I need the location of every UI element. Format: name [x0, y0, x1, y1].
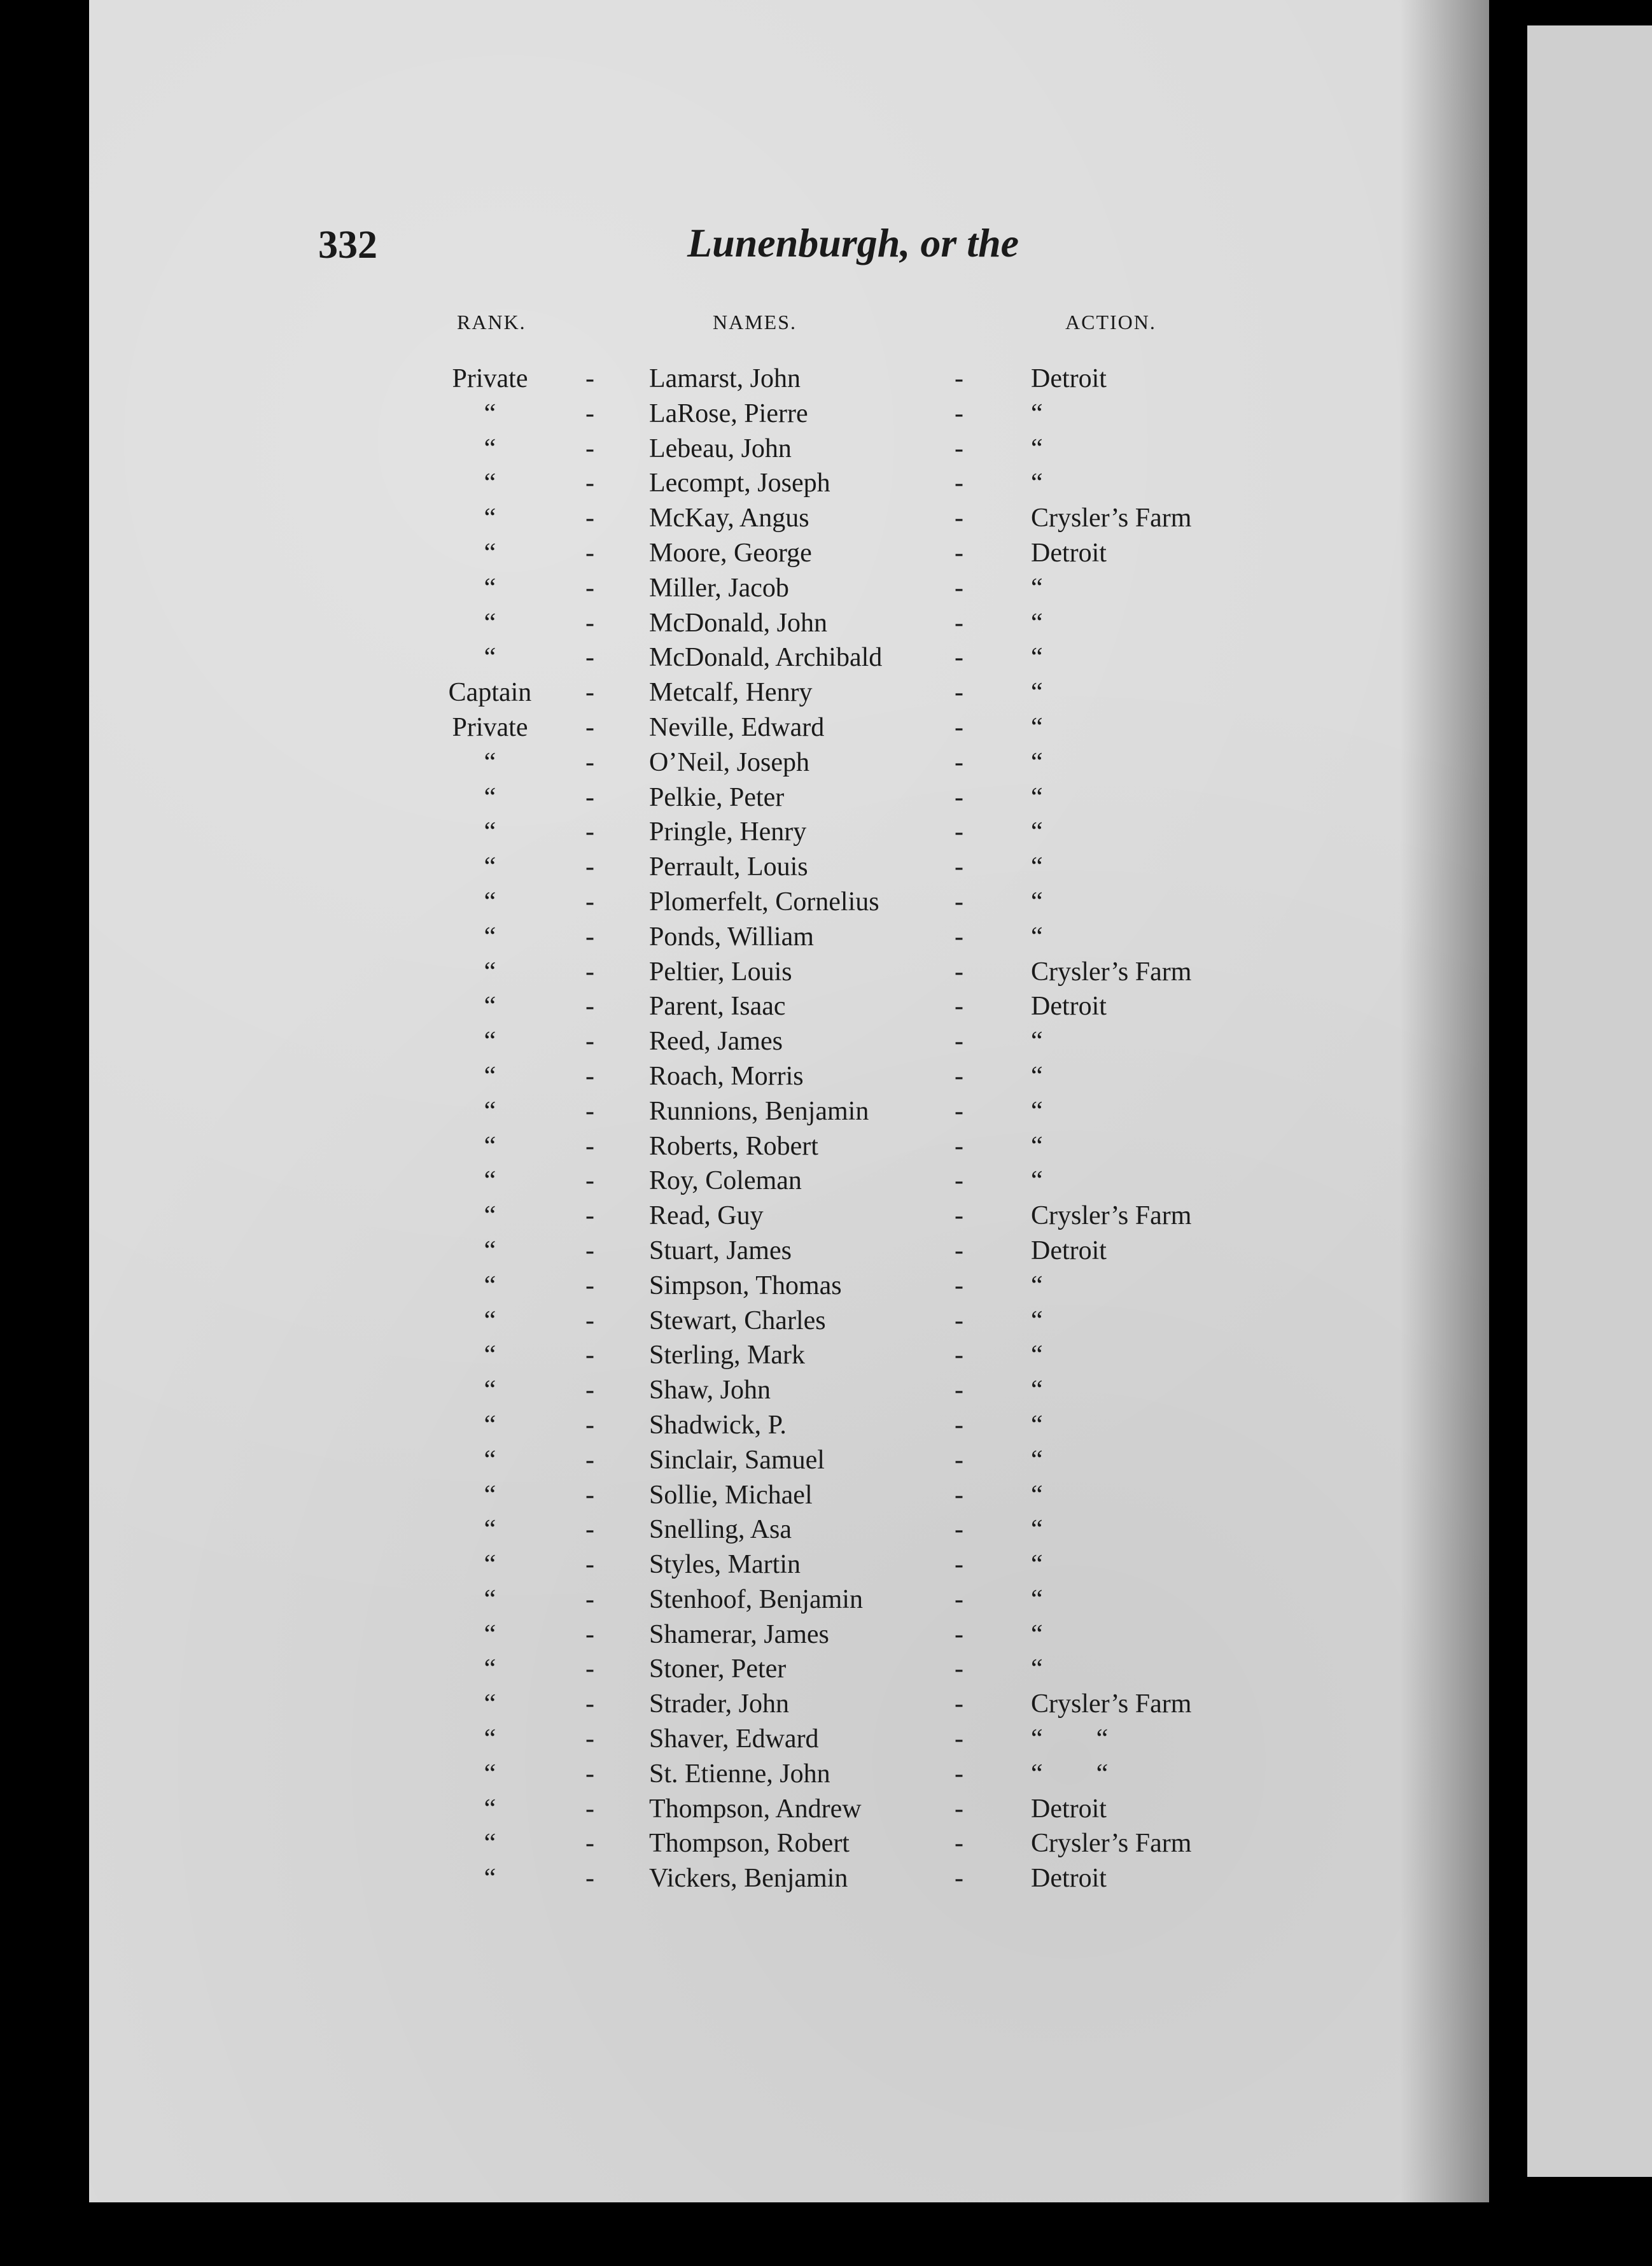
- rank-cell: “: [484, 1166, 496, 1196]
- rank-cell: “: [484, 1235, 496, 1265]
- action-cell: Crysler’s Farm: [1031, 1829, 1192, 1859]
- separator-dash: -: [585, 678, 594, 708]
- table-row: [89, 1582, 1489, 1617]
- rank-cell: “: [484, 852, 496, 882]
- action-cell: Detroit: [1031, 992, 1107, 1022]
- action-cell: “: [1031, 678, 1043, 708]
- separator-dash: -: [955, 364, 963, 393]
- rank-cell: “: [484, 608, 496, 638]
- rank-cell: “: [484, 1550, 496, 1580]
- table-row: [89, 1826, 1489, 1861]
- separator-dash: -: [955, 1654, 963, 1684]
- rank-cell: “: [484, 1445, 496, 1475]
- name-cell: LaRose, Pierre: [649, 398, 808, 428]
- separator-dash: -: [955, 782, 963, 812]
- separator-dash: -: [955, 503, 963, 533]
- action-cell: “: [1031, 1480, 1043, 1510]
- name-cell: Strader, John: [649, 1689, 789, 1719]
- table-row: [89, 397, 1489, 432]
- rank-cell: “: [484, 1305, 496, 1335]
- rank-cell: “: [484, 1061, 496, 1091]
- action-cell: “: [1031, 1305, 1043, 1335]
- table-row: [89, 1338, 1489, 1373]
- name-cell: Ponds, William: [649, 922, 814, 952]
- name-cell: McKay, Angus: [649, 503, 809, 533]
- name-cell: Metcalf, Henry: [649, 678, 813, 708]
- separator-dash: -: [955, 1759, 963, 1789]
- separator-dash: -: [955, 398, 963, 428]
- separator-dash: -: [955, 887, 963, 917]
- name-cell: Pelkie, Peter: [649, 782, 785, 812]
- rank-cell: “: [484, 747, 496, 777]
- separator-dash: -: [585, 1201, 594, 1231]
- table-row: [89, 1304, 1489, 1339]
- separator-dash: -: [585, 782, 594, 812]
- table-row: [89, 1373, 1489, 1408]
- separator-dash: -: [585, 1584, 594, 1614]
- name-cell: Moore, George: [649, 538, 812, 568]
- table-row: [89, 780, 1489, 815]
- action-cell: “ “: [1031, 1759, 1109, 1789]
- separator-dash: -: [955, 852, 963, 882]
- name-cell: Neville, Edward: [649, 712, 825, 742]
- action-cell: “: [1031, 712, 1043, 742]
- rank-cell: “: [484, 1376, 496, 1405]
- name-cell: Runnions, Benjamin: [649, 1096, 869, 1126]
- name-cell: Lebeau, John: [649, 433, 792, 463]
- separator-dash: -: [955, 817, 963, 847]
- action-cell: “: [1031, 643, 1043, 673]
- separator-dash: -: [955, 1027, 963, 1057]
- separator-dash: -: [585, 1166, 594, 1196]
- separator-dash: -: [585, 957, 594, 987]
- separator-dash: -: [955, 1480, 963, 1510]
- separator-dash: -: [585, 1027, 594, 1057]
- name-cell: St. Etienne, John: [649, 1759, 830, 1789]
- book-page: [89, 0, 1489, 2202]
- rank-cell: “: [484, 992, 496, 1022]
- table-row: [89, 1024, 1489, 1059]
- rank-cell: Captain: [448, 678, 532, 708]
- table-row: [89, 885, 1489, 920]
- separator-dash: -: [585, 1376, 594, 1405]
- action-cell: Detroit: [1031, 1864, 1107, 1894]
- table-row: [89, 989, 1489, 1024]
- action-cell: “: [1031, 1619, 1043, 1649]
- action-cell: “: [1031, 1096, 1043, 1126]
- separator-dash: -: [955, 678, 963, 708]
- name-cell: Pringle, Henry: [649, 817, 807, 847]
- separator-dash: -: [955, 433, 963, 463]
- action-cell: “: [1031, 817, 1043, 847]
- action-cell: “: [1031, 1515, 1043, 1545]
- name-cell: Sinclair, Samuel: [649, 1445, 825, 1475]
- action-cell: “: [1031, 1550, 1043, 1580]
- rank-cell: “: [484, 1794, 496, 1824]
- rank-cell: “: [484, 1724, 496, 1754]
- separator-dash: -: [585, 1829, 594, 1859]
- separator-dash: -: [955, 992, 963, 1022]
- separator-dash: -: [955, 957, 963, 987]
- table-row: [89, 955, 1489, 990]
- separator-dash: -: [585, 712, 594, 742]
- table-row: [89, 640, 1489, 675]
- separator-dash: -: [955, 1235, 963, 1265]
- action-cell: Detroit: [1031, 538, 1107, 568]
- rank-cell: “: [484, 1759, 496, 1789]
- separator-dash: -: [585, 1515, 594, 1545]
- rank-cell: “: [484, 922, 496, 952]
- separator-dash: -: [585, 1724, 594, 1754]
- name-cell: O’Neil, Joseph: [649, 747, 809, 777]
- separator-dash: -: [955, 1550, 963, 1580]
- name-cell: Snelling, Asa: [649, 1515, 792, 1545]
- table-row: [89, 536, 1489, 571]
- separator-dash: -: [955, 1341, 963, 1370]
- separator-dash: -: [585, 1305, 594, 1335]
- table-row: [89, 606, 1489, 641]
- table-row: [89, 1792, 1489, 1827]
- separator-dash: -: [955, 1584, 963, 1614]
- action-cell: “: [1031, 1166, 1043, 1196]
- rank-cell: “: [484, 398, 496, 428]
- separator-dash: -: [955, 1619, 963, 1649]
- action-cell: Detroit: [1031, 1794, 1107, 1824]
- action-cell: “: [1031, 1061, 1043, 1091]
- separator-dash: -: [585, 643, 594, 673]
- name-cell: Parent, Isaac: [649, 992, 786, 1022]
- rank-cell: “: [484, 573, 496, 603]
- action-cell: “: [1031, 1131, 1043, 1161]
- separator-dash: -: [585, 1619, 594, 1649]
- separator-dash: -: [585, 433, 594, 463]
- rank-cell: “: [484, 1270, 496, 1300]
- action-cell: “: [1031, 1445, 1043, 1475]
- table-row: [89, 1269, 1489, 1304]
- table-row: [89, 1164, 1489, 1199]
- rank-cell: “: [484, 643, 496, 673]
- separator-dash: -: [585, 398, 594, 428]
- rank-cell: “: [484, 782, 496, 812]
- separator-dash: -: [585, 887, 594, 917]
- name-cell: Lamarst, John: [649, 364, 801, 393]
- action-cell: Crysler’s Farm: [1031, 1689, 1192, 1719]
- separator-dash: -: [955, 747, 963, 777]
- separator-dash: -: [955, 1829, 963, 1859]
- name-cell: Perrault, Louis: [649, 852, 808, 882]
- table-row: [89, 1861, 1489, 1896]
- table-row: [89, 850, 1489, 885]
- action-cell: “: [1031, 433, 1043, 463]
- action-cell: “: [1031, 1027, 1043, 1057]
- action-cell: “: [1031, 1270, 1043, 1300]
- table-row: [89, 1652, 1489, 1687]
- table-row: [89, 1478, 1489, 1513]
- rank-cell: “: [484, 1027, 496, 1057]
- name-cell: Simpson, Thomas: [649, 1270, 842, 1300]
- action-cell: “: [1031, 1376, 1043, 1405]
- separator-dash: -: [585, 747, 594, 777]
- separator-dash: -: [585, 1689, 594, 1719]
- table-row: [89, 1129, 1489, 1164]
- table-row: [89, 1547, 1489, 1582]
- rank-cell: “: [484, 817, 496, 847]
- name-cell: Shamerar, James: [649, 1619, 829, 1649]
- separator-dash: -: [585, 573, 594, 603]
- table-row: [89, 745, 1489, 780]
- action-cell: “ “: [1031, 1724, 1109, 1754]
- action-cell: “: [1031, 922, 1043, 952]
- separator-dash: -: [955, 1794, 963, 1824]
- separator-dash: -: [585, 1759, 594, 1789]
- action-cell: “: [1031, 747, 1043, 777]
- separator-dash: -: [955, 712, 963, 742]
- rank-cell: “: [484, 1584, 496, 1614]
- action-cell: “: [1031, 1654, 1043, 1684]
- name-cell: McDonald, John: [649, 608, 827, 638]
- separator-dash: -: [585, 1270, 594, 1300]
- separator-dash: -: [585, 1061, 594, 1091]
- separator-dash: -: [585, 1096, 594, 1126]
- separator-dash: -: [955, 1445, 963, 1475]
- separator-dash: -: [585, 1410, 594, 1440]
- name-cell: Thompson, Andrew: [649, 1794, 862, 1824]
- action-cell: “: [1031, 782, 1043, 812]
- separator-dash: -: [585, 922, 594, 952]
- separator-dash: -: [955, 1724, 963, 1754]
- name-cell: Lecompt, Joseph: [649, 468, 830, 498]
- separator-dash: -: [585, 1864, 594, 1894]
- separator-dash: -: [955, 643, 963, 673]
- table-row: [89, 362, 1489, 397]
- separator-dash: -: [955, 1201, 963, 1231]
- rank-cell: “: [484, 1864, 496, 1894]
- separator-dash: -: [955, 1166, 963, 1196]
- table-row: [89, 1722, 1489, 1757]
- table-row: [89, 1408, 1489, 1443]
- column-header-names: NAMES.: [713, 311, 797, 334]
- table-row: [89, 1199, 1489, 1234]
- rank-cell: “: [484, 433, 496, 463]
- rank-cell: “: [484, 538, 496, 568]
- table-row: [89, 1687, 1489, 1722]
- rank-cell: “: [484, 1829, 496, 1859]
- table-row: [89, 1617, 1489, 1652]
- name-cell: Shadwick, P.: [649, 1410, 787, 1440]
- table-row: [89, 1234, 1489, 1269]
- action-cell: “: [1031, 852, 1043, 882]
- name-cell: McDonald, Archibald: [649, 643, 883, 673]
- rank-cell: “: [484, 1654, 496, 1684]
- separator-dash: -: [955, 922, 963, 952]
- rank-cell: “: [484, 1341, 496, 1370]
- rank-cell: Private: [452, 364, 528, 393]
- name-cell: Stoner, Peter: [649, 1654, 787, 1684]
- separator-dash: -: [955, 573, 963, 603]
- roster-table: [89, 362, 1489, 1896]
- rank-cell: “: [484, 1480, 496, 1510]
- rank-cell: “: [484, 1131, 496, 1161]
- name-cell: Thompson, Robert: [649, 1829, 850, 1859]
- running-head: Lunenburgh, or the: [687, 220, 1019, 265]
- separator-dash: -: [585, 852, 594, 882]
- table-row: [89, 710, 1489, 745]
- table-row: [89, 571, 1489, 606]
- action-cell: “: [1031, 608, 1043, 638]
- separator-dash: -: [955, 1515, 963, 1545]
- rank-cell: “: [484, 1096, 496, 1126]
- separator-dash: -: [585, 817, 594, 847]
- separator-dash: -: [955, 1305, 963, 1335]
- name-cell: Shaw, John: [649, 1376, 771, 1405]
- rank-cell: “: [484, 887, 496, 917]
- name-cell: Stenhoof, Benjamin: [649, 1584, 863, 1614]
- action-cell: “: [1031, 468, 1043, 498]
- name-cell: Styles, Martin: [649, 1550, 801, 1580]
- facing-page-edge: [1527, 25, 1652, 2177]
- table-row: [89, 1059, 1489, 1094]
- name-cell: Sollie, Michael: [649, 1480, 813, 1510]
- name-cell: Read, Guy: [649, 1201, 764, 1231]
- column-header-action: ACTION.: [1065, 311, 1156, 334]
- separator-dash: -: [955, 1410, 963, 1440]
- name-cell: Roberts, Robert: [649, 1131, 818, 1161]
- separator-dash: -: [955, 1131, 963, 1161]
- name-cell: Peltier, Louis: [649, 957, 792, 987]
- action-cell: “: [1031, 887, 1043, 917]
- rank-cell: “: [484, 1410, 496, 1440]
- name-cell: Miller, Jacob: [649, 573, 789, 603]
- name-cell: Roy, Coleman: [649, 1166, 802, 1196]
- separator-dash: -: [585, 1131, 594, 1161]
- table-row: [89, 1512, 1489, 1547]
- rank-cell: “: [484, 1515, 496, 1545]
- action-cell: “: [1031, 398, 1043, 428]
- action-cell: Detroit: [1031, 1235, 1107, 1265]
- action-cell: “: [1031, 1341, 1043, 1370]
- action-cell: “: [1031, 573, 1043, 603]
- separator-dash: -: [955, 468, 963, 498]
- separator-dash: -: [955, 1096, 963, 1126]
- action-cell: “: [1031, 1584, 1043, 1614]
- page-number: 332: [318, 223, 377, 267]
- action-cell: Crysler’s Farm: [1031, 503, 1192, 533]
- separator-dash: -: [585, 1654, 594, 1684]
- table-row: [89, 815, 1489, 850]
- action-cell: Detroit: [1031, 364, 1107, 393]
- action-cell: Crysler’s Farm: [1031, 957, 1192, 987]
- name-cell: Stewart, Charles: [649, 1305, 826, 1335]
- separator-dash: -: [585, 538, 594, 568]
- name-cell: Plomerfelt, Cornelius: [649, 887, 879, 917]
- table-row: [89, 920, 1489, 955]
- separator-dash: -: [585, 1794, 594, 1824]
- name-cell: Reed, James: [649, 1027, 783, 1057]
- separator-dash: -: [585, 1235, 594, 1265]
- separator-dash: -: [955, 1689, 963, 1719]
- separator-dash: -: [585, 992, 594, 1022]
- action-cell: “: [1031, 1410, 1043, 1440]
- rank-cell: “: [484, 468, 496, 498]
- name-cell: Sterling, Mark: [649, 1341, 805, 1370]
- rank-cell: “: [484, 957, 496, 987]
- action-cell: Crysler’s Farm: [1031, 1201, 1192, 1231]
- table-row: [89, 501, 1489, 536]
- table-row: [89, 432, 1489, 467]
- separator-dash: -: [955, 1864, 963, 1894]
- separator-dash: -: [585, 468, 594, 498]
- table-row: [89, 1094, 1489, 1129]
- separator-dash: -: [585, 1341, 594, 1370]
- table-row: [89, 1757, 1489, 1792]
- rank-cell: “: [484, 1201, 496, 1231]
- rank-cell: “: [484, 503, 496, 533]
- rank-cell: “: [484, 1619, 496, 1649]
- separator-dash: -: [955, 608, 963, 638]
- separator-dash: -: [585, 503, 594, 533]
- name-cell: Shaver, Edward: [649, 1724, 819, 1754]
- separator-dash: -: [955, 538, 963, 568]
- rank-cell: Private: [452, 712, 528, 742]
- name-cell: Stuart, James: [649, 1235, 792, 1265]
- table-row: [89, 466, 1489, 501]
- table-row: [89, 675, 1489, 710]
- separator-dash: -: [585, 1550, 594, 1580]
- rank-cell: “: [484, 1689, 496, 1719]
- separator-dash: -: [585, 608, 594, 638]
- separator-dash: -: [955, 1270, 963, 1300]
- table-row: [89, 1443, 1489, 1478]
- separator-dash: -: [585, 1445, 594, 1475]
- column-header-rank: RANK.: [457, 311, 526, 334]
- name-cell: Roach, Morris: [649, 1061, 804, 1091]
- separator-dash: -: [955, 1376, 963, 1405]
- separator-dash: -: [585, 1480, 594, 1510]
- name-cell: Vickers, Benjamin: [649, 1864, 848, 1894]
- separator-dash: -: [955, 1061, 963, 1091]
- separator-dash: -: [585, 364, 594, 393]
